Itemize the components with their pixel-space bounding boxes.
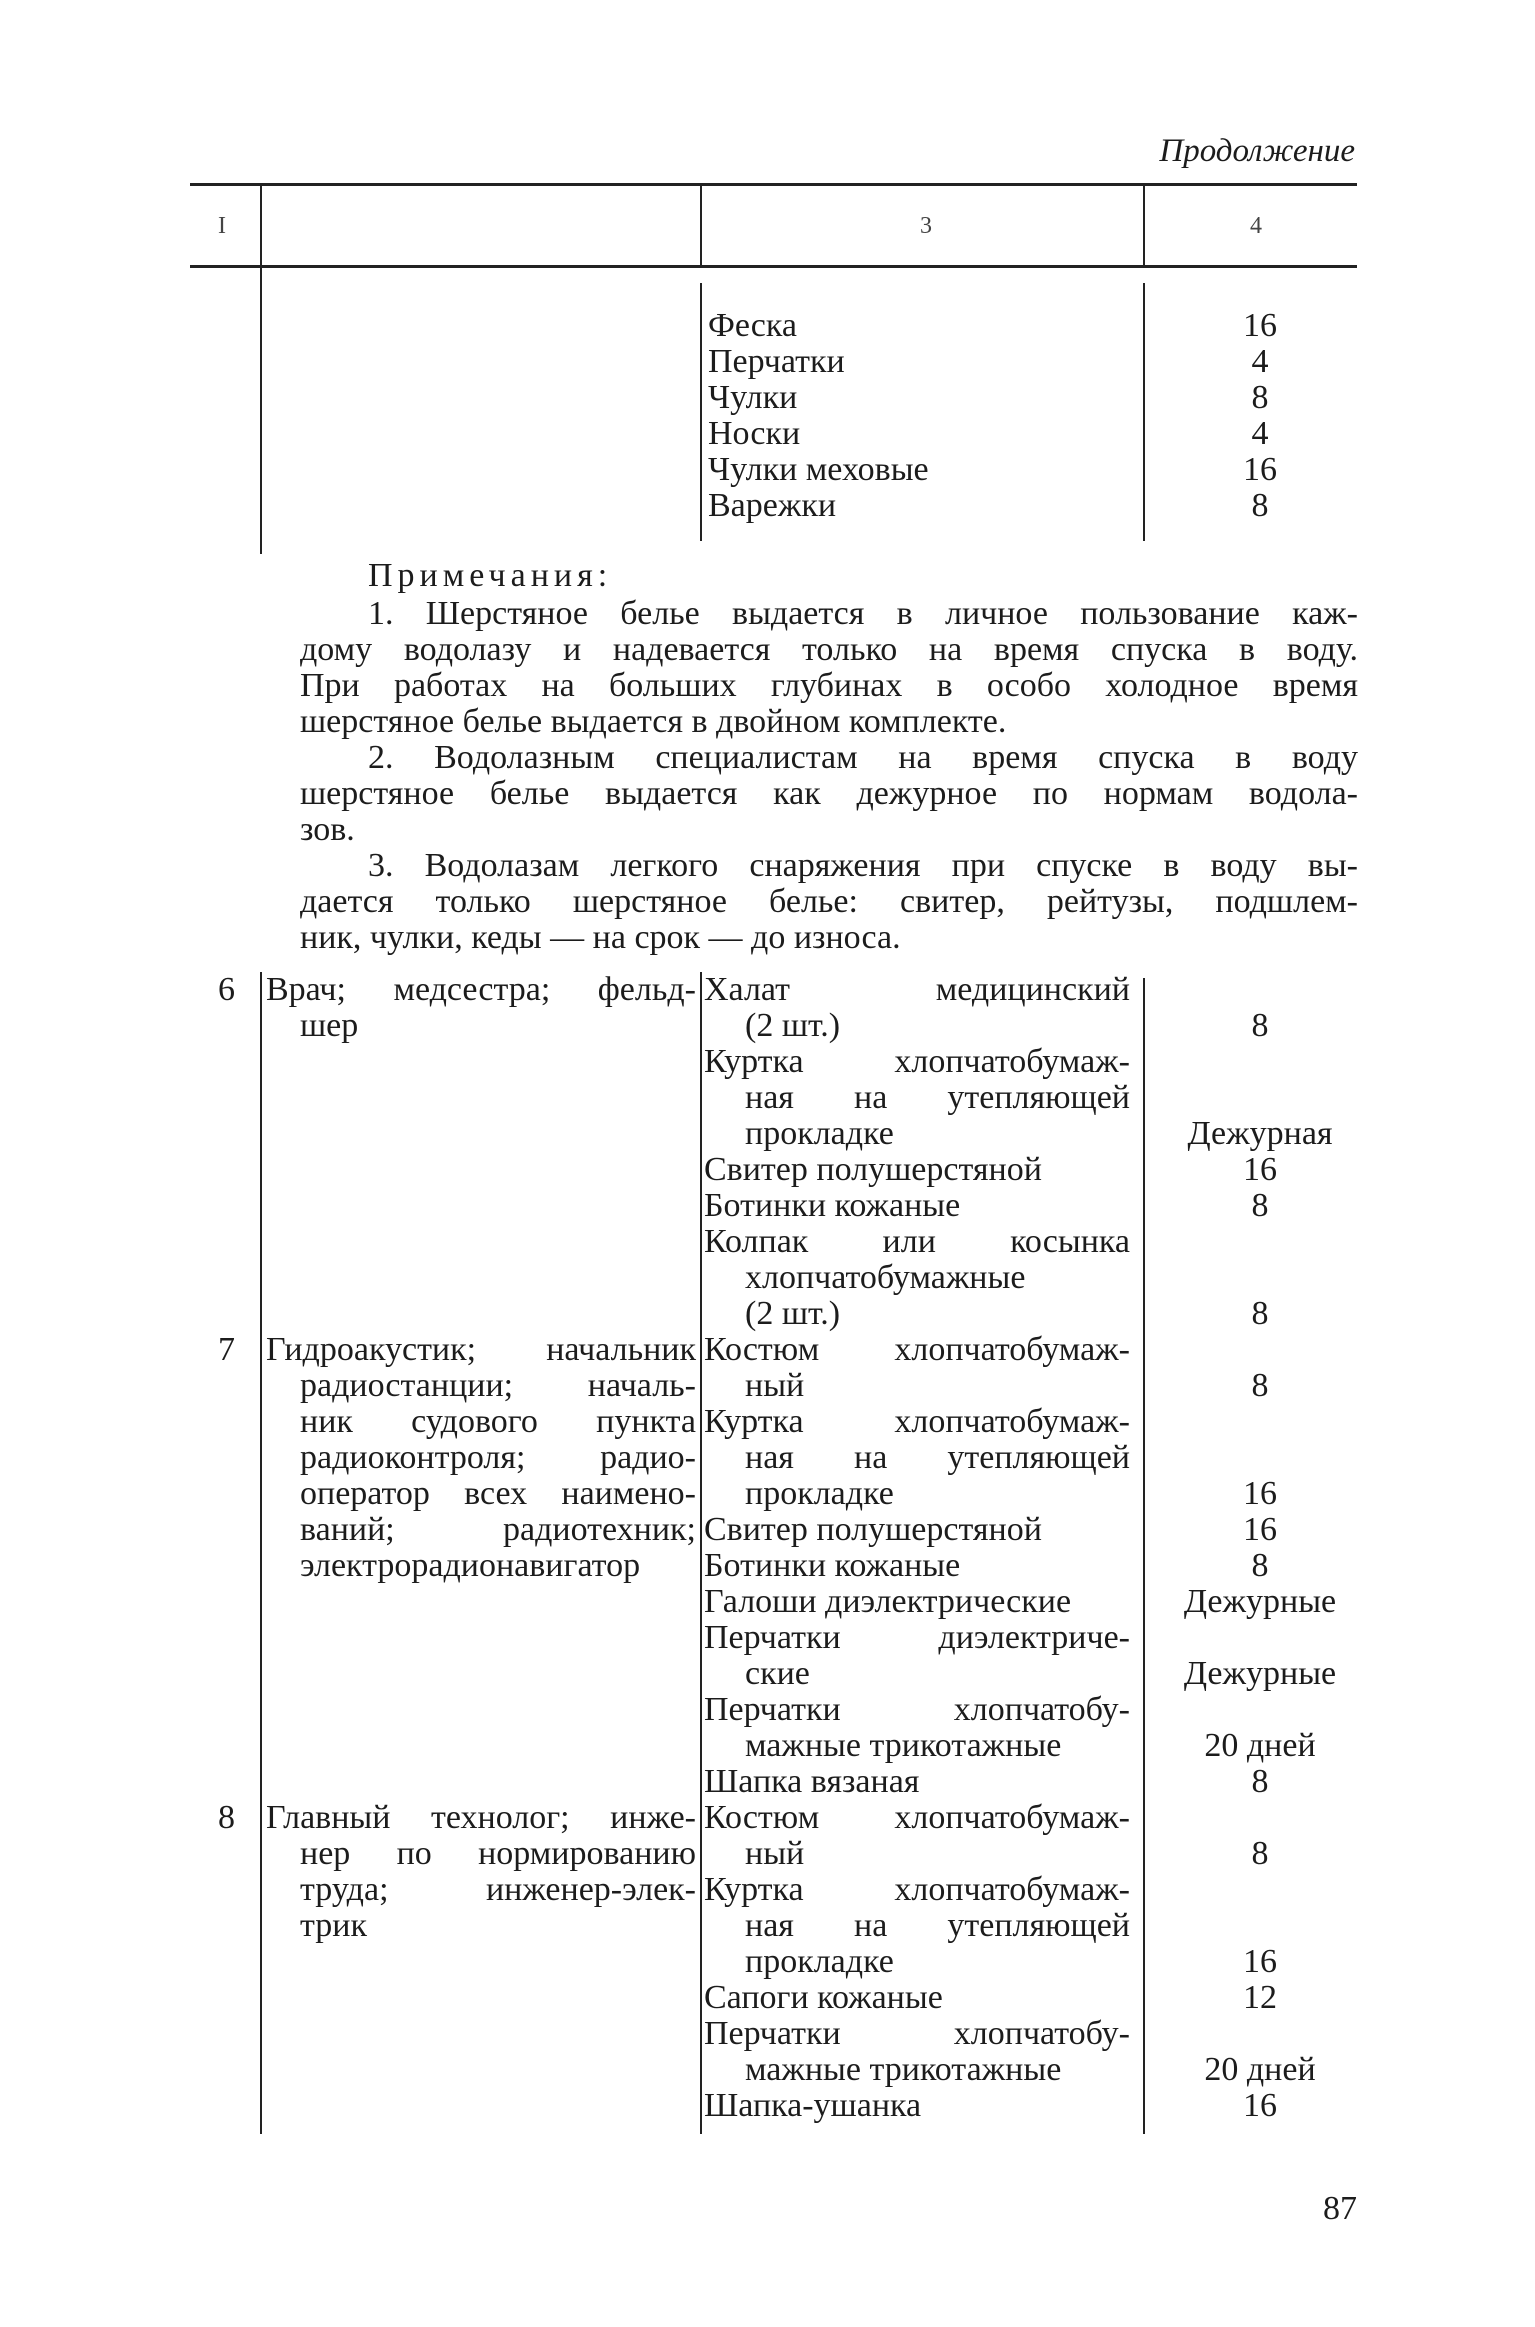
header-divider-2: [700, 186, 702, 265]
row-number: 8: [218, 1799, 235, 1836]
norm-value: 12: [1243, 1979, 1277, 2016]
col-divider-left-top: [260, 268, 262, 554]
position-line: ник судового пункта: [300, 1403, 696, 1440]
item-line: прокладке: [745, 1115, 894, 1152]
item-line: ная на утепляющей: [745, 1439, 1130, 1476]
notes-line: 1. Шерстяное белье выдается в личное пользование каж-: [368, 595, 1358, 632]
top-item-value: 8: [1251, 379, 1269, 416]
item-line: Галоши диэлектрические: [704, 1583, 1072, 1620]
norm-value: 8: [1251, 1007, 1269, 1044]
top-item-value: 16: [1243, 451, 1277, 488]
norm-value: 8: [1251, 1547, 1269, 1584]
item-line: прокладке: [745, 1475, 894, 1512]
position-line: оператор всех наимено-: [300, 1475, 696, 1512]
position-line: радиоконтроля; радио-: [300, 1439, 696, 1476]
position-line: радиостанции; началь-: [300, 1367, 696, 1404]
item-line: (2 шт.): [745, 1295, 841, 1332]
norm-value: 16: [1243, 2087, 1277, 2124]
item-line: (2 шт.): [745, 1007, 841, 1044]
item-line: ная на утепляющей: [745, 1079, 1130, 1116]
notes-line: дому водолазу и надевается только на время спуска в воду.: [300, 631, 1358, 668]
norm-value: Дежурные: [1183, 1655, 1337, 1692]
item-line: Колпак или косынка: [704, 1223, 1130, 1260]
item-line: Перчатки хлопчатобу-: [704, 2015, 1130, 2052]
item-line: Костюм хлопчатобумаж-: [704, 1331, 1130, 1368]
page-number: 87: [1323, 2190, 1357, 2227]
top-item-name: Носки: [708, 415, 801, 452]
position-line: электрорадионавигатор: [300, 1547, 641, 1584]
position-line: шер: [300, 1007, 359, 1044]
norm-value: 8: [1251, 1295, 1269, 1332]
item-line: ские: [745, 1655, 810, 1692]
item-line: Костюм хлопчатобумаж-: [704, 1799, 1130, 1836]
item-line: Свитер полушерстяной: [704, 1151, 1042, 1188]
position-line: трик: [300, 1907, 367, 1944]
item-line: Халат медицинский: [704, 971, 1130, 1008]
col-divider-mid-bottom: [700, 972, 702, 2134]
norm-value: 8: [1251, 1367, 1269, 1404]
top-item-name: Перчатки: [708, 343, 845, 380]
top-item-value: 4: [1251, 415, 1269, 452]
position-line: Гидроакустик; начальник: [266, 1331, 696, 1368]
top-item-value: 4: [1251, 343, 1269, 380]
item-line: ный: [745, 1835, 805, 1872]
notes-line: дается только шерстяное белье: свитер, рейтузы, подшлем-: [300, 883, 1358, 920]
top-item-name: Чулки: [708, 379, 798, 416]
item-line: прокладке: [745, 1943, 894, 1980]
position-line: ваний; радиотехник;: [300, 1511, 696, 1548]
header-bottom-rule: [190, 265, 1357, 268]
notes-line: 2. Водолазным специалистам на время спуска в воду: [368, 739, 1358, 776]
col-divider-mid-top: [700, 283, 702, 541]
norm-value: Дежурные: [1183, 1583, 1337, 1620]
norm-value: 16: [1243, 1511, 1277, 1548]
item-line: Перчатки диэлектриче-: [704, 1619, 1130, 1656]
top-item-name: Феска: [708, 307, 797, 344]
top-item-value: 16: [1243, 307, 1277, 344]
item-line: Свитер полушерстяной: [704, 1511, 1042, 1548]
position-line: нер по нормированию: [300, 1835, 696, 1872]
norm-value: 8: [1251, 1835, 1269, 1872]
position-line: труда; инженер-элек-: [300, 1871, 696, 1908]
header-col1: I: [218, 213, 226, 239]
notes-line: шерстяное белье выдается как дежурное по нормам водола-: [300, 775, 1358, 812]
position-line: Главный технолог; инже-: [266, 1799, 696, 1836]
norm-value: 16: [1243, 1943, 1277, 1980]
item-line: хлопчатобумажные: [745, 1259, 1026, 1296]
header-col4: 4: [1250, 213, 1262, 239]
item-line: мажные трикотажные: [745, 2051, 1062, 2088]
item-line: ная на утепляющей: [745, 1907, 1130, 1944]
notes-line: шерстяное белье выдается в двойном комплекте.: [300, 703, 1007, 740]
position-line: Врач; медсестра; фельд-: [266, 971, 696, 1008]
header-divider-3: [1143, 186, 1145, 265]
col-divider-left-bottom: [260, 972, 262, 2134]
header-divider-1: [260, 186, 262, 265]
item-line: Куртка хлопчатобумаж-: [704, 1403, 1130, 1440]
row-number: 6: [218, 971, 235, 1008]
notes-line: зов.: [300, 811, 355, 848]
item-line: Куртка хлопчатобумаж-: [704, 1871, 1130, 1908]
notes-line: При работах на больших глубинах в особо холодное время: [300, 667, 1358, 704]
item-line: мажные трикотажные: [745, 1727, 1062, 1764]
norm-value: 8: [1251, 1187, 1269, 1224]
notes-title: Примечания:: [368, 557, 613, 594]
item-line: ный: [745, 1367, 805, 1404]
norm-value: 8: [1251, 1763, 1269, 1800]
row-number: 7: [218, 1331, 235, 1368]
top-item-name: Чулки меховые: [708, 451, 929, 488]
continuation-label: Продолжение: [1159, 133, 1355, 169]
item-line: Сапоги кожаные: [704, 1979, 943, 2016]
norm-value: 16: [1243, 1151, 1277, 1188]
item-line: Куртка хлопчатобумаж-: [704, 1043, 1130, 1080]
notes-line: 3. Водолазам легкого снаряжения при спуске в воду вы-: [368, 847, 1358, 884]
norm-value: 20 дней: [1204, 1727, 1316, 1764]
top-item-value: 8: [1251, 487, 1269, 524]
item-line: Ботинки кожаные: [704, 1187, 961, 1224]
item-line: Шапка-ушанка: [704, 2087, 922, 2124]
norm-value: Дежурная: [1187, 1115, 1333, 1152]
item-line: Перчатки хлопчатобу-: [704, 1691, 1130, 1728]
header-col3: 3: [920, 213, 932, 239]
header-top-rule: [190, 183, 1357, 186]
item-line: Шапка вязаная: [704, 1763, 920, 1800]
item-line: Ботинки кожаные: [704, 1547, 961, 1584]
notes-line: ник, чулки, кеды — на срок — до износа.: [300, 919, 901, 956]
norm-value: 20 дней: [1204, 2051, 1316, 2088]
top-item-name: Варежки: [708, 487, 837, 524]
norm-value: 16: [1243, 1475, 1277, 1512]
